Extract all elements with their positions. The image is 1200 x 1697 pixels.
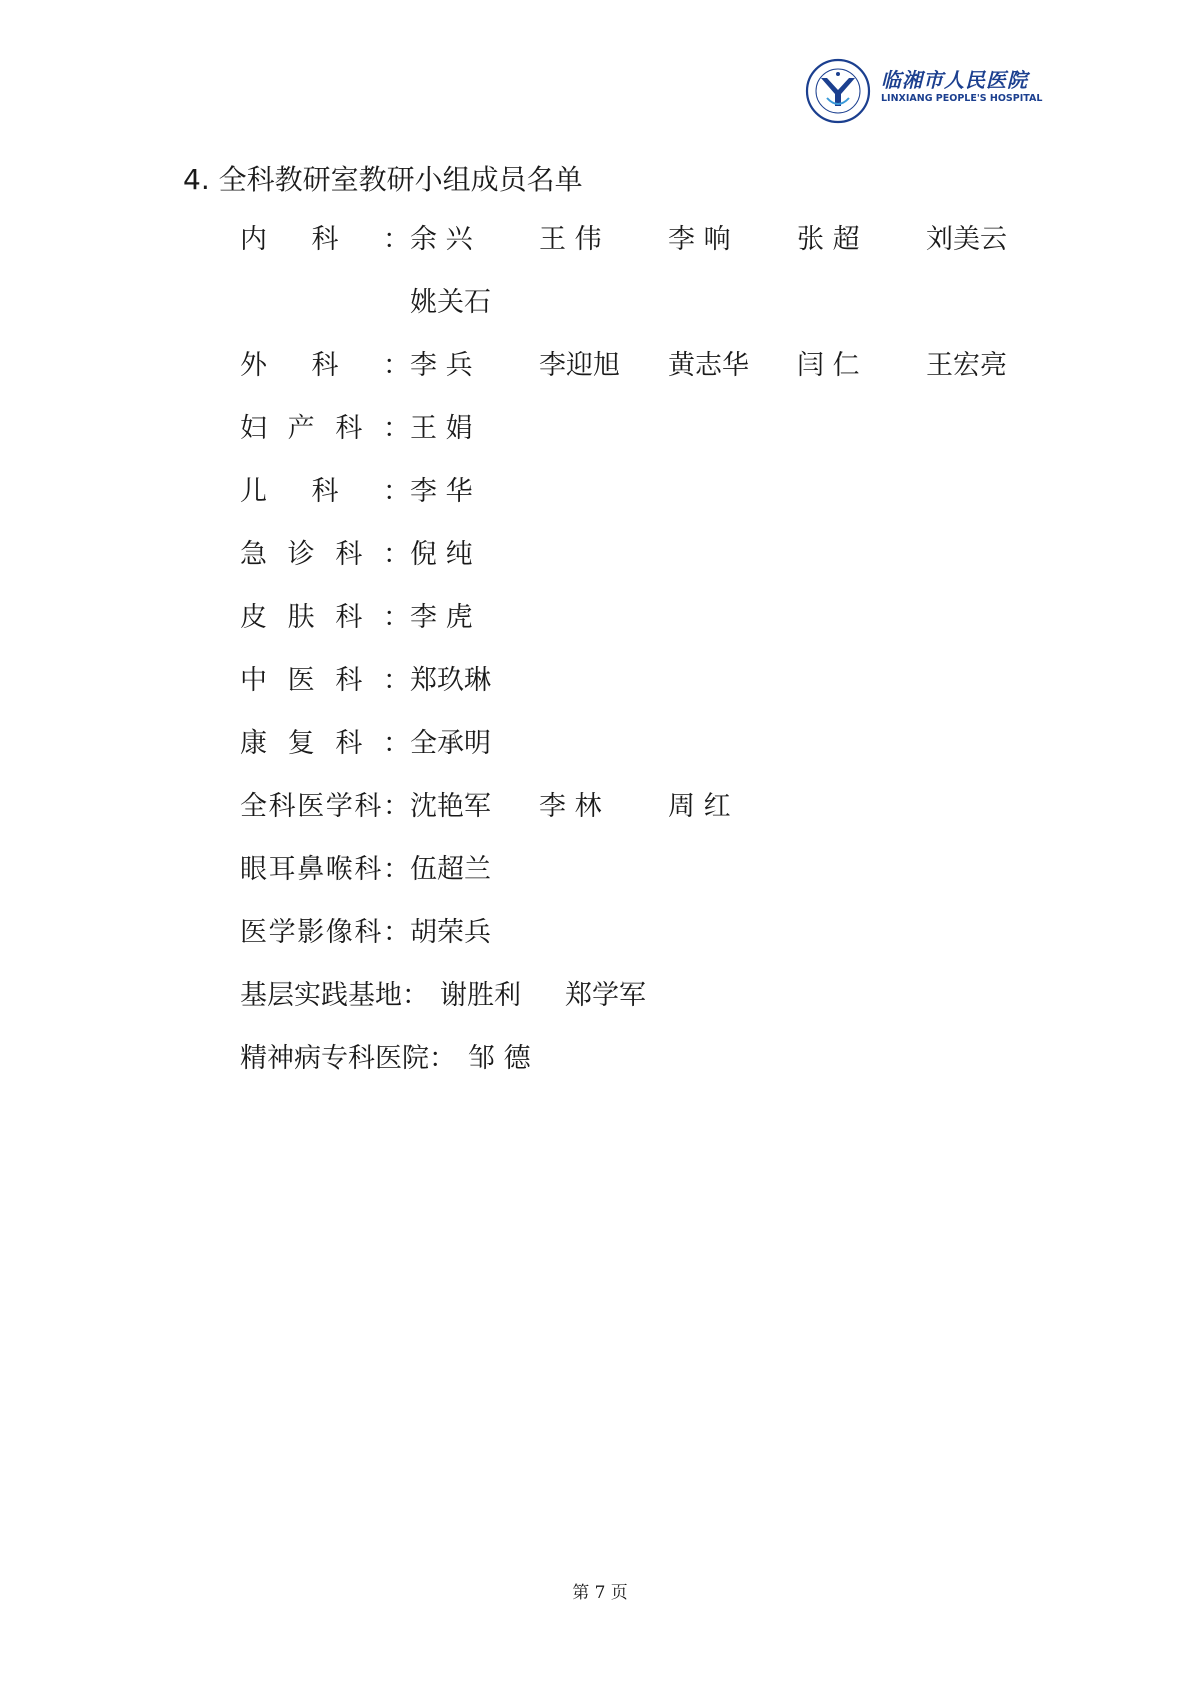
hospital-emblem-icon: [805, 58, 871, 124]
dept-label: 基层实践基地：: [240, 980, 429, 1011]
logo-english-name: LINXIANG PEOPLE'S HOSPITAL: [881, 93, 1043, 104]
dept-row-ent: [240, 850, 491, 890]
member-name: 倪 纯: [410, 539, 473, 570]
member-name: 沈艳军: [410, 791, 491, 822]
member-name: 王 娟: [410, 413, 473, 444]
member-name: 郑学军: [565, 980, 646, 1011]
member-name: 邹 德: [468, 1043, 531, 1074]
member-name: 王宏亮: [926, 350, 1007, 381]
member-name: 李 虎: [410, 602, 473, 633]
dept-row-general-practice: [240, 787, 731, 827]
dept-row-internal: [240, 220, 1007, 260]
member-name: 黄志华: [668, 350, 749, 381]
member-name: 余 兴: [410, 224, 473, 255]
member-name: 全承明: [410, 728, 491, 759]
member-name: 郑玖琳: [410, 665, 491, 696]
dept-label: 医学影像科：: [240, 917, 410, 948]
dept-label: 康复科：: [240, 728, 410, 759]
logo-chinese-name: 临湘市人民医院: [881, 68, 1028, 92]
dept-label: 中医科：: [240, 665, 410, 696]
member-name: 王 伟: [539, 224, 602, 255]
section-title: 4. 全科教研室教研小组成员名单: [183, 163, 583, 196]
member-name: 谢胜利: [440, 980, 521, 1011]
member-name: 李 华: [410, 476, 473, 507]
dept-row-rehabilitation: [240, 724, 491, 764]
member-name: 李迎旭: [539, 350, 620, 381]
dept-label: 急诊科：: [240, 539, 410, 570]
dept-row-primary-base: [240, 976, 646, 1016]
page-number: 第 7 页: [572, 1583, 628, 1603]
member-name: 刘美云: [926, 224, 1007, 255]
dept-label: 皮肤科：: [240, 602, 410, 633]
dept-row-pediatrics: [240, 472, 473, 512]
member-name: 李 兵: [410, 350, 473, 381]
dept-label: 眼耳鼻喉科：: [240, 854, 410, 885]
member-name: 张 超: [797, 224, 860, 255]
dept-row-obstetrics: [240, 409, 473, 449]
dept-label: 内科：: [240, 224, 410, 255]
dept-row-psychiatric: [240, 1039, 531, 1079]
dept-label: 儿科：: [240, 476, 410, 507]
dept-row-surgery: [240, 346, 1007, 386]
member-name: 伍超兰: [410, 854, 491, 885]
member-name: 胡荣兵: [410, 917, 491, 948]
dept-row-dermatology: [240, 598, 473, 638]
member-name: 李 响: [668, 224, 731, 255]
member-name: 李 林: [539, 791, 602, 822]
dept-label: 妇产科：: [240, 413, 410, 444]
member-name: 闫 仁: [797, 350, 860, 381]
member-name: 周 红: [668, 791, 731, 822]
dept-row-tcm: [240, 661, 491, 701]
dept-label: 外科：: [240, 350, 410, 381]
dept-row-imaging: [240, 913, 491, 953]
hospital-logo: [805, 58, 1043, 124]
member-name: 姚关石: [410, 287, 491, 318]
dept-label: 精神病专科医院：: [240, 1043, 456, 1074]
dept-label: 全科医学科：: [240, 791, 410, 822]
dept-row-emergency: [240, 535, 473, 575]
